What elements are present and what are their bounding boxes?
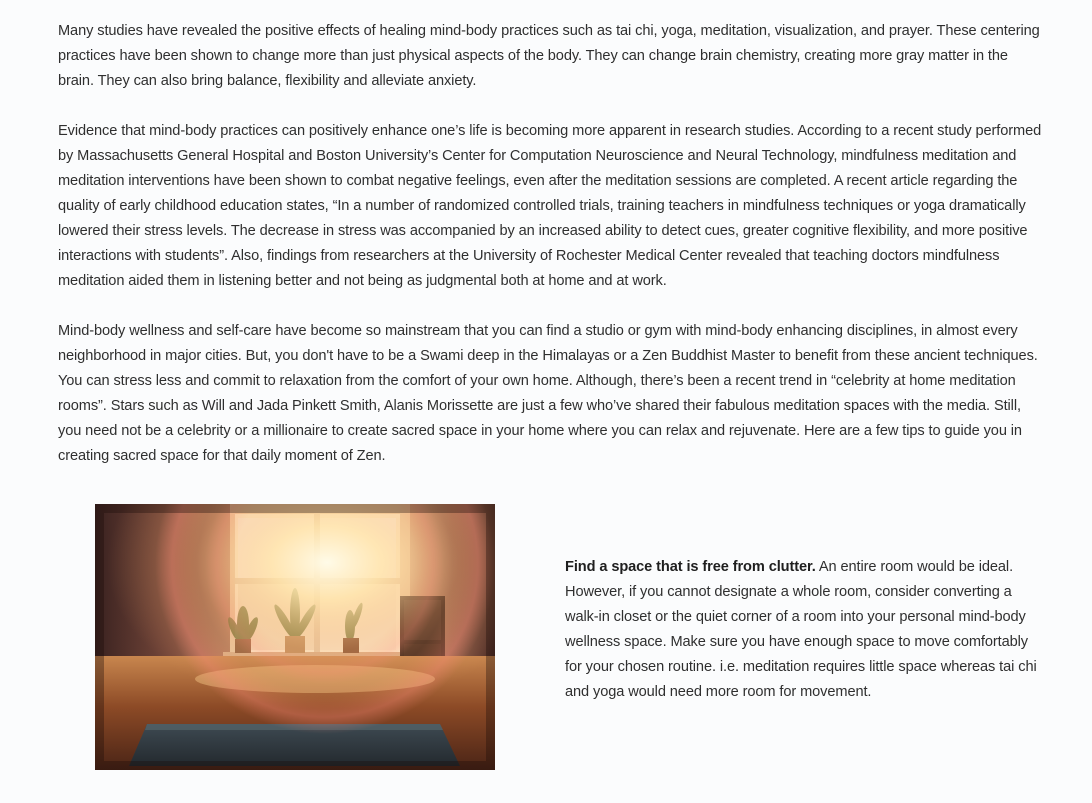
article-body: [58, 19, 1043, 494]
tip-section: [95, 504, 1045, 770]
article-paragraph-2: Evidence that mind-body practices can positively enhance one’s life is becoming more apparent in research studies. According to a recent study performed by Massachusetts General Hospital and Boston University’s Center for Computation Neuroscience and Neural Technology, mindfulness meditation and meditation interventions have been shown to combat negative feelings, even after the meditation sessions are completed. A recent article regarding the quality of early childhood education states, “In a number of randomized controlled trials, training teachers in mindfulness techniques or yoga dramatically lowered their stress levels. The decrease in stress was accompanied by an increased ability to detect cues, greater cognitive flexibility, and more positive interactions with students”. Also, findings from researchers at the University of Rochester Medical Center revealed that teaching doctors mindfulness meditation aided them in listening better and not being as judgmental both at home and at work.: [58, 123, 1042, 289]
article-paragraph-1: Many studies have revealed the positive effects of healing mind-body practices such as tai chi, yoga, meditation, visualization, and prayer. These centering practices have been shown to change more than just physical aspects of the body. They can change brain chemistry, creating more gray matter in the brain. They can also bring balance, flexibility and alleviate anxiety.: [58, 23, 1040, 89]
tip-text: [565, 555, 1043, 705]
tip-heading: Find a space that is free from clutter.: [565, 559, 816, 575]
article-paragraph-3: Mind-body wellness and self-care have become so mainstream that you can find a studio or gym with mind-body enhancing disciplines, in almost every neighborhood in major cities. But, you don't have to be a Swami deep in the Himalayas or a Zen Buddhist Master to benefit from these ancient techniques. You can stress less and commit to relaxation from the comfort of your own home. Although, there’s been a recent trend in “celebrity at home meditation rooms”. Stars such as Will and Jada Pinkett Smith, Alanis Morissette are just a few who’ve shared their fabulous meditation spaces with the media. Still, you need not be a celebrity or a millionaire to create sacred space in your home where you can relax and rejuvenate. Here are a few tips to guide you in creating sacred space for that daily moment of Zen.: [58, 323, 1038, 464]
tip-body: An entire room would be ideal. However, if you cannot designate a whole room, consider converting a walk-in closet or the quiet corner of a room into your personal mind-body wellness space. Make sure you have enough space to move comfortably for your chosen routine. i.e. meditation requires little space whereas tai chi and yoga would need more room for movement.: [565, 559, 1037, 700]
meditation-room-photo: [95, 504, 495, 770]
